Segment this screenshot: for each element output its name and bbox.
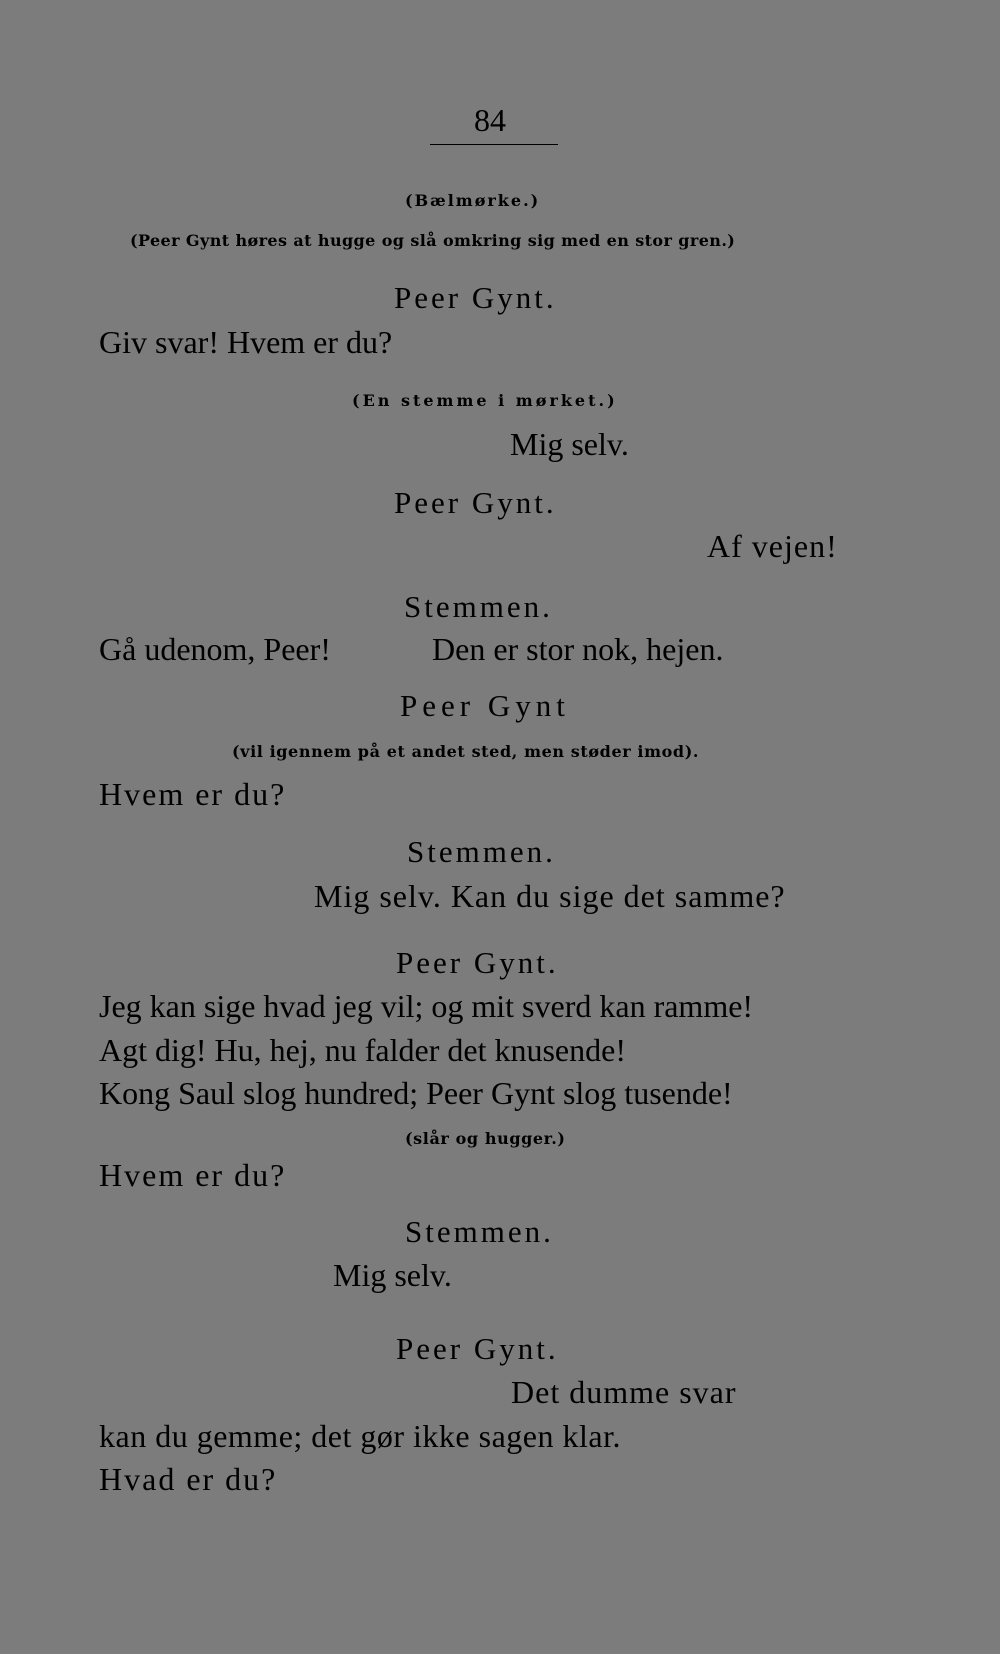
dialogue-line: Hvem er du? bbox=[99, 776, 287, 812]
dialogue-line: Mig selv. bbox=[510, 426, 629, 462]
speaker-name: Peer Gynt. bbox=[394, 485, 557, 520]
dialogue-line: Agt dig! Hu, hej, nu falder det knusende! bbox=[99, 1032, 626, 1068]
dialogue-line: Giv svar! Hvem er du? bbox=[99, 324, 393, 360]
speaker-name: Stemmen. bbox=[405, 1214, 554, 1249]
dialogue-line: Mig selv. Kan du sige det samme? bbox=[314, 878, 786, 914]
speaker-name: Peer Gynt. bbox=[396, 945, 559, 980]
dialogue-line: Den er stor nok, hejen. bbox=[432, 631, 724, 667]
dialogue-line: Hvem er du? bbox=[99, 1157, 287, 1193]
speaker-name: Peer Gynt bbox=[400, 688, 570, 723]
speaker-name: Stemmen. bbox=[407, 834, 556, 869]
dialogue-line: Det dumme svar bbox=[511, 1374, 737, 1410]
speaker-name: Peer Gynt. bbox=[394, 280, 557, 315]
scene-direction: (Bælmørke.) bbox=[405, 191, 541, 210]
dialogue-line: Mig selv. bbox=[333, 1257, 452, 1293]
dialogue-line: Gå udenom, Peer! bbox=[99, 631, 331, 667]
stage-direction: (vil igennem på et andet sted, men støder imod). bbox=[232, 742, 700, 761]
dialogue-line: Kong Saul slog hundred; Peer Gynt slog tusende! bbox=[99, 1075, 733, 1111]
page-number: 84 bbox=[474, 102, 506, 138]
speaker-name: Peer Gynt. bbox=[396, 1331, 559, 1366]
stage-direction: (Peer Gynt høres at hugge og slå omkring sig med en stor gren.) bbox=[130, 231, 736, 250]
dialogue-line: Jeg kan sige hvad jeg vil; og mit sverd kan ramme! bbox=[99, 988, 754, 1024]
dialogue-line: Af vejen! bbox=[707, 528, 838, 564]
page-number-rule bbox=[430, 144, 558, 145]
stage-direction: (slår og hugger.) bbox=[405, 1129, 566, 1148]
dialogue-line: Hvad er du? bbox=[99, 1461, 278, 1497]
speaker-name: Stemmen. bbox=[404, 589, 553, 624]
stage-direction: (En stemme i mørket.) bbox=[352, 391, 618, 410]
dialogue-line: kan du gemme; det gør ikke sagen klar. bbox=[99, 1418, 621, 1454]
